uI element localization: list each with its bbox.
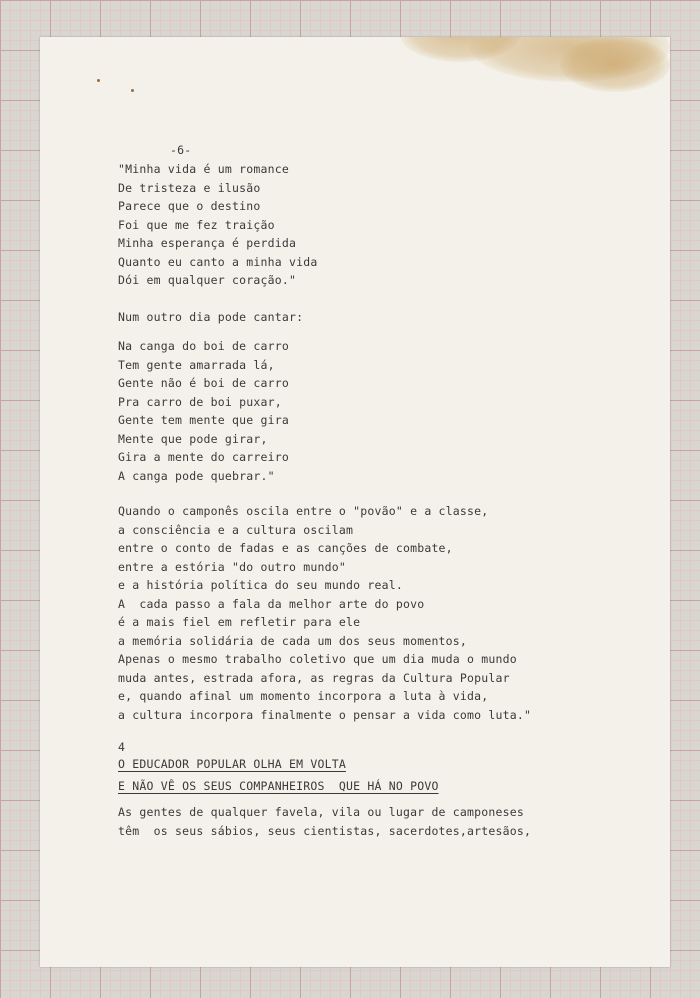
poem-line: Mente que pode girar,	[118, 431, 268, 446]
closing-paragraph	[118, 803, 531, 840]
paragraph-line: e a história política do seu mundo real.	[118, 578, 403, 592]
poem-one	[118, 160, 317, 290]
ink-speck	[97, 79, 100, 82]
poem-line: Pra carro de boi puxar,	[118, 394, 282, 409]
poem-line: Minha esperança é perdida	[118, 236, 297, 250]
poem-line: Gira a mente do carreiro	[118, 450, 289, 464]
section-heading	[118, 755, 439, 799]
paragraph-line: é a mais fiel em refletir para ele	[118, 615, 361, 629]
poem-line: Na canga do boi de carro	[118, 339, 289, 353]
poem-two	[118, 337, 289, 485]
coffee-stain	[560, 37, 670, 92]
poem-line: Tem gente amarrada lá,	[118, 357, 275, 372]
paragraph-line: entre a estória "do outro mundo"	[118, 559, 346, 574]
paragraph-line: e, quando afinal um momento incorpora a luta à vida,	[118, 689, 489, 703]
paragraph-line: A cada passo a fala da melhor arte do povo	[118, 596, 425, 611]
paragraph-line: Apenas o mesmo trabalho coletivo que um dia muda o mundo	[118, 652, 517, 666]
ink-speck	[131, 89, 134, 92]
poem-line: "Minha vida é um romance	[118, 162, 289, 176]
poem-line: Gente tem mente que gira	[118, 413, 289, 427]
body-paragraph	[118, 502, 531, 724]
heading-line: E NÃO VÊ OS SEUS COMPANHEIROS QUE HÁ NO POVO	[118, 779, 439, 793]
heading-line: O EDUCADOR POPULAR OLHA EM VOLTA	[118, 757, 346, 771]
paragraph-line: têm os seus sábios, seus cientistas, sacerdotes,artesãos,	[118, 823, 532, 838]
poem-line: Gente não é boi de carro	[118, 376, 289, 390]
paragraph-line: a cultura incorpora finalmente o pensar a vida como luta."	[118, 707, 532, 722]
poem-line: A canga pode quebrar."	[118, 468, 275, 483]
paragraph-line: muda antes, estrada afora, as regras da Cultura Popular	[118, 670, 510, 685]
paragraph-line: As gentes de qualquer favela, vila ou lugar de camponeses	[118, 805, 525, 819]
intro-line: Num outro dia pode cantar:	[118, 310, 304, 324]
paragraph-line: entre o conto de fadas e as canções de combate,	[118, 541, 453, 555]
paragraph-line: Quando o camponês oscila entre o "povão" e a classe,	[118, 504, 489, 518]
paragraph-line: a memória solidária de cada um dos seus momentos,	[118, 633, 468, 648]
poem-line: De tristeza e ilusão	[118, 180, 261, 195]
page-number: -6-	[170, 143, 192, 157]
poem-line: Parece que o destino	[118, 199, 261, 213]
paragraph-line: a consciência e a cultura oscilam	[118, 522, 354, 537]
poem-line: Foi que me fez traição	[118, 217, 275, 232]
poem-line: Quanto eu canto a minha vida	[118, 254, 318, 269]
poem-line: Dói em qualquer coração."	[118, 273, 297, 287]
section-number: 4	[118, 740, 126, 754]
